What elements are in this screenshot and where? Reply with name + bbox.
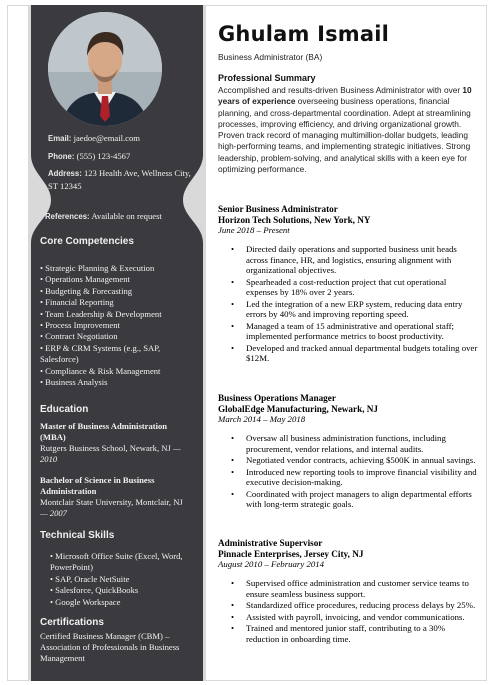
competency-item: • Operations Management xyxy=(40,274,192,285)
school-name: Rutgers Business School, Newark, NJ xyxy=(40,443,171,453)
school-name: Montclair State University, Montclair, NJ xyxy=(40,497,183,507)
address-value: 123 Health Ave, Wellness City, ST 12345 xyxy=(48,168,191,191)
job-bullet: • Managed a team of 15 administrative and operational staff; implemented performance metrics to boost productivity. xyxy=(246,321,478,342)
candidate-title: Business Administrator (BA) xyxy=(218,52,323,62)
candidate-name: Ghulam Ismail xyxy=(218,22,390,46)
job-title: Senior Business Administrator xyxy=(218,204,338,214)
job-dates: March 2014 – May 2018 xyxy=(218,414,306,424)
education-entry xyxy=(40,475,190,519)
job-bullet: • Developed and tracked annual departmental budgets totaling over $12M. xyxy=(246,343,478,364)
graduation-year: — 2007 xyxy=(40,508,67,518)
skill-item: • SAP, Oracle NetSuite xyxy=(50,574,195,585)
core-competencies-heading: Core Competencies xyxy=(40,236,134,247)
references-label: References: xyxy=(45,212,90,221)
contact-email xyxy=(48,132,196,145)
address-label: Address: xyxy=(48,169,82,178)
job-bullet: • Directed daily operations and supported business unit heads across finance, HR, and logistics, ensuring alignment with organizational objectives. xyxy=(246,244,478,276)
competency-item: • Process Improvement xyxy=(40,320,192,331)
technical-skills-list xyxy=(50,551,195,608)
certification-text: Certified Business Manager (CBM) – Association of Professionals in Business Management xyxy=(40,631,180,663)
job-bullet: • Negotiated vendor contracts, achieving $500K in annual savings. xyxy=(246,455,478,466)
job-bullet: • Trained and mentored junior staff, contributing to a 30% reduction in onboarding time. xyxy=(246,623,478,644)
job-bullet: • Assisted with payroll, invoicing, and vendor communications. xyxy=(246,612,478,623)
job-entry xyxy=(218,393,478,511)
competency-item: • Business Analysis xyxy=(40,377,192,388)
job-bullet: • Supervised office administration and customer service teams to ensure seamless business support. xyxy=(246,578,478,599)
competency-item: • ERP & CRM Systems (e.g., SAP, Salesforce) xyxy=(40,343,192,366)
summary-text xyxy=(218,85,480,175)
job-dates: June 2018 – Present xyxy=(218,225,290,235)
core-competencies-list xyxy=(40,263,192,388)
competency-item: • Team Leadership & Development xyxy=(40,309,192,320)
job-entry xyxy=(218,538,478,645)
summary-text-end: overseeing business operations, financial planning, and cross-departmental coordination. Adept at streamlining processes, improving efficiency, and driving organizational growth. Proven track record of managing multimillion-dollar budgets, leading high-performing teams, and implementing strategic initiatives. Strong leadership, problem-solving, and analytical skills with a keen eye for optimizing performance. xyxy=(218,96,471,175)
degree-title: Bachelor of Science in Business Administration xyxy=(40,475,155,496)
contact-phone xyxy=(48,150,196,163)
job-title: Business Operations Manager xyxy=(218,393,336,403)
competency-item: • Budgeting & Forecasting xyxy=(40,286,192,297)
skill-item: • Salesforce, QuickBooks xyxy=(50,585,195,596)
technical-skills-heading: Technical Skills xyxy=(40,530,115,541)
job-title: Administrative Supervisor xyxy=(218,538,323,548)
competency-item: • Financial Reporting xyxy=(40,297,192,308)
job-bullet: • Standardized office procedures, reducing process delays by 25%. xyxy=(246,600,478,611)
references-value: Available on request xyxy=(91,211,162,221)
email-label: Email: xyxy=(48,134,72,143)
job-entry xyxy=(218,204,478,365)
contact-address xyxy=(48,167,196,193)
summary-heading: Professional Summary xyxy=(218,73,316,83)
job-company: Pinnacle Enterprises, Jersey City, NJ xyxy=(218,548,364,559)
phone-value: (555) 123-4567 xyxy=(76,151,131,161)
email-value[interactable]: jaedoe@email.com xyxy=(73,133,140,143)
summary-highlight: 10 years of experience xyxy=(218,85,472,107)
job-bullet: • Coordinated with project managers to align departmental efforts with long-term strategic goals. xyxy=(246,489,478,510)
skill-item: • Microsoft Office Suite (Excel, Word, PowerPoint) xyxy=(50,551,195,574)
job-dates: August 2010 – February 2014 xyxy=(218,559,325,569)
phone-label: Phone: xyxy=(48,152,75,161)
job-bullet: • Oversaw all business administration functions, including procurement, vendor relations, and internal audits. xyxy=(246,433,478,454)
job-bullet: • Led the integration of a new ERP system, reducing data entry errors by 40% and improving reporting speed. xyxy=(246,299,478,320)
profile-photo xyxy=(48,12,162,126)
job-company: Horizon Tech Solutions, New York, NY xyxy=(218,214,371,225)
job-bullet: • Introduced new reporting tools to improve financial visibility and executive decision-making. xyxy=(246,467,478,488)
job-bullets xyxy=(218,433,478,510)
education-heading: Education xyxy=(40,404,89,415)
job-bullets xyxy=(218,244,478,364)
degree-title: Master of Business Administration (MBA) xyxy=(40,421,168,442)
education-entry xyxy=(40,421,190,465)
competency-item: • Strategic Planning & Execution xyxy=(40,263,192,274)
certifications-heading: Certifications xyxy=(40,617,104,628)
competency-item: • Contract Negotiation xyxy=(40,331,192,342)
summary-text-start: Accomplished and results-driven Business Administrator with over xyxy=(218,85,463,95)
graduation-year: — 2010 xyxy=(40,443,181,464)
job-bullet: • Spearheaded a cost-reduction project that cut operational expenses by 18% over 2 years. xyxy=(246,277,478,298)
job-company: GlobalEdge Manufacturing, Newark, NJ xyxy=(218,403,379,414)
competency-item: • Compliance & Risk Management xyxy=(40,366,192,377)
skill-item: • Google Workspace xyxy=(50,597,195,608)
job-bullets xyxy=(218,578,478,644)
contact-references xyxy=(45,210,200,223)
